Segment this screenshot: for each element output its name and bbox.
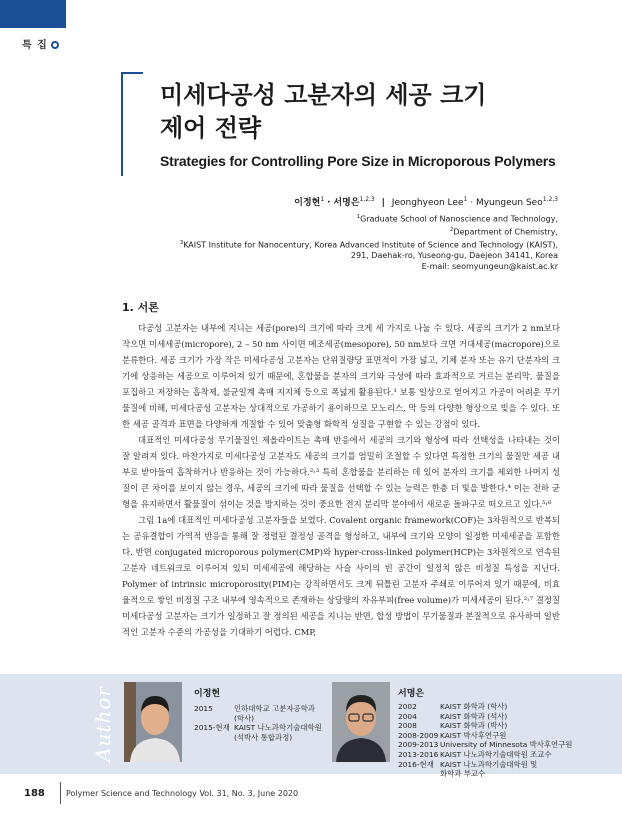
author-2-ko: 서명은 (333, 198, 360, 208)
career-year: 2013-2016 (398, 749, 439, 759)
affiliation-line (180, 251, 558, 262)
section-tag (22, 36, 59, 51)
paragraph: 대표적인 미세다공성 무기물질인 제올라이트는 촉매 반응에서 세공의 크기와 형상에 따라 선택성을 나타내는 것이 잘 알려져 있다. 마찬가지로 미세다공성 고분자도 세공의 크기를 엄밀히 조절할 수 있다면 특정한 크기의 물질만 세공 내부로 받아들여 흡착하거나 반응하는 것이 가능하다.²˒³ 특히 혼합물을 분리하는 데 있어 분자의 크기를 제외한 나머지 성질이 큰 차이를 보이지 않는 경우, 세공의 크기에 따라 물질을 선택할 수 있는 능력은 한층 더 빛을 발한다.⁴ 이는 전하 균형을 유지하면서 활물질이 섞이는 것을 방지하는 것이 중요한 전지 분리막 분야에서 새로운 돌파구로 떠오르고 있다.⁵˒⁶ (122, 435, 560, 509)
author-1-en-sup: 1 (463, 196, 468, 203)
author-1-photo (124, 682, 182, 762)
career-year: 2002 (398, 702, 417, 711)
career-desc: KAIST 화학과 (석사) (440, 711, 508, 721)
career-row (398, 702, 572, 712)
career-desc: University of Minnesota 박사후연구원 (440, 740, 573, 750)
paragraph: 그림 1a에 대표적인 미세다공성 고분자들을 보였다. Covalent organic framework(COF)는 3차원적으로 반복되는 공유결합이 가역적 반응을 통해 잘 정렬된 결정성 골격을 형성하고, 내부에 크기와 모양이 일정한 미세세공을 포함한다. 반면 conjugated microporous polymer(CMP)와 hyper-cross-linked polymer(HCP)는 3차원적으로 연속된 고분자 네트워크로 이루어져 있되 미세세공에 해당하는 사슬 사이의 빈 공간이 일정치 않은 비정질 특성을 지닌다. Polymer of intrinsic microporosity(PIM)는 강직하면서도 크게 뒤틀린 고분자 주쇄로 이루어져 있기 때문에, 비효율적으로 쌓인 비정질 구조 내부에 영속적으로 존재하는 상당량의 자유부피(free volume)가 미세세공이 된다.²˒⁷ 결정질 미세다공성 고분자는 크기가 일정하고 잘 정의된 세공을 지니는 반면, 합성 방법이 무기물질과 본질적으로 유사하여 일반적인 고분자 수준의 가공성을 기대하기 어렵다. CMP, (122, 515, 560, 637)
author-en-dot: · (470, 198, 474, 208)
affiliation-line (180, 238, 558, 251)
affiliation-email (180, 262, 558, 273)
career-desc: KAIST 나노과학기술대학원 (234, 723, 322, 733)
author-line (294, 195, 558, 208)
career-year: 2015 (194, 704, 213, 713)
affiliation-line (180, 225, 558, 238)
page-number: 188 (24, 788, 45, 799)
body-text (122, 320, 560, 640)
author-2-en: Myungeun Seo (475, 198, 543, 208)
career-year: 2015-현재 (194, 723, 230, 733)
career-desc: (석박사 통합과정) (234, 732, 293, 742)
title-bracket-horizontal (121, 72, 143, 74)
person-icon (332, 682, 390, 762)
author-2-career (398, 702, 572, 779)
author-band-label (88, 676, 118, 772)
career-year: 2009-2013 (398, 740, 439, 750)
career-desc: KAIST 나노과학기술대학원 조교수 (440, 749, 552, 759)
career-year: 2016-현재 (398, 759, 434, 769)
career-row (398, 769, 572, 779)
affiliations (180, 212, 558, 272)
corner-accent-block (0, 0, 66, 28)
career-year: 2008 (398, 721, 417, 731)
career-row (398, 740, 572, 750)
career-row (194, 714, 322, 724)
affiliation-text: 291, Daehak-ro, Yuseong-gu, Daejeon 34141, Korea (350, 251, 558, 261)
journal-citation: Polymer Science and Technology Vol. 31, No. 3, June 2020 (66, 789, 299, 798)
affiliation-sup: 2 (449, 227, 454, 234)
affiliation-text: E-mail: seomyungeun@kaist.ac.kr (421, 261, 558, 271)
author-1-en: Jeonghyeon Lee (391, 198, 464, 208)
section-heading: 1. 서론 (122, 301, 159, 314)
affiliation-line (180, 212, 558, 225)
career-row (398, 750, 572, 760)
affiliation-sup: 1 (356, 214, 361, 220)
career-desc: 인하대학교 고분자공학과 (234, 704, 315, 713)
career-year (398, 769, 440, 779)
career-row (194, 704, 322, 714)
career-desc: KAIST 화학과 (박사) (440, 721, 508, 731)
career-row (398, 712, 572, 722)
author-2-en-sup: 1,2,3 (542, 196, 558, 203)
career-row (398, 731, 572, 741)
author-1-ko: 이정현 (294, 198, 321, 208)
author-separator: | (381, 198, 385, 208)
career-year (194, 714, 234, 724)
title-bracket-vertical (121, 72, 123, 176)
career-desc: KAIST 박사후연구원 (440, 730, 507, 740)
paragraph: 다공성 고분자는 내부에 지니는 세공(pore)의 크기에 따라 크게 세 가지로 나눌 수 있다. 세공의 크기가 2 nm보다 작으면 미세세공(micropore), 2 – 50 nm 사이면 메조세공(mesopore), 50 nm보다 크면 거대세공(macropore)으로 분류한다. 세공 크기가 가장 작은 미세다공성 고분자는 단위질량당 표면적이 가장 넓고, 기체 분자 또는 유기 단분자의 크기에 상응하는 세공으로 이루어져 있기 때문에, 혼합물을 분자의 크기와 극성에 따라 효과적으로 거르는 분리막, 물질을 포집하고 저장하는 흡착제, 불균일계 촉매 지지체 등으로 폭넓게 활용된다.¹ 보통 일상으로 얻어지고 가공이 어려운 무기물질에 비해, 미세다공성 고분자는 상대적으로 가공하기 용이하므로 모노리스, 막 등의 다양한 형상으로 빚을 수 있다. 또한 세공 골격과 표면을 다양하게 개질할 수 있어 맞춤형 화학적 성질을 구현할 수 있는 강점이 있다. (122, 323, 560, 429)
career-desc: 화학과 부교수 (440, 769, 486, 779)
article-title-english: Strategies for Controlling Pore Size in Microporous Polymers (160, 153, 556, 169)
affiliation-sup: 3 (179, 240, 184, 247)
circle-icon (51, 41, 59, 49)
career-row (398, 760, 572, 770)
affiliation-text: Department of Chemistry, (453, 227, 558, 237)
career-year: 2008-2009 (398, 730, 439, 740)
career-row (398, 721, 572, 731)
author-2-ko-sup: 1,2,3 (359, 196, 375, 203)
affiliation-text: KAIST Institute for Nanocentury, Korea Advanced Institute of Science and Technology (KAIST), (183, 240, 558, 250)
career-row (194, 733, 322, 743)
career-desc: KAIST 나노과학기술대학원 및 (440, 759, 538, 769)
affiliation-text: Graduate School of Nanoscience and Technology, (360, 214, 558, 224)
section-tag-label: 특 집 (22, 40, 48, 51)
author-2-photo (332, 682, 390, 762)
career-row (194, 723, 322, 733)
author-1-career (194, 704, 322, 742)
author-ko-dot: · (327, 198, 331, 208)
article-title-korean: 미세다공성 고분자의 세공 크기 제어 전략 (160, 80, 487, 142)
career-desc: (학사) (234, 713, 255, 723)
career-year (194, 733, 234, 743)
career-year: 2004 (398, 711, 417, 721)
footer-divider (60, 782, 61, 804)
author-1-ko-sup: 1 (320, 196, 325, 203)
author-band-label-text: Author (91, 686, 115, 762)
author-2-name: 서명은 (398, 689, 425, 699)
career-desc: KAIST 화학과 (학사) (440, 702, 508, 711)
author-1-name: 이정현 (194, 689, 221, 699)
person-icon (124, 682, 182, 762)
